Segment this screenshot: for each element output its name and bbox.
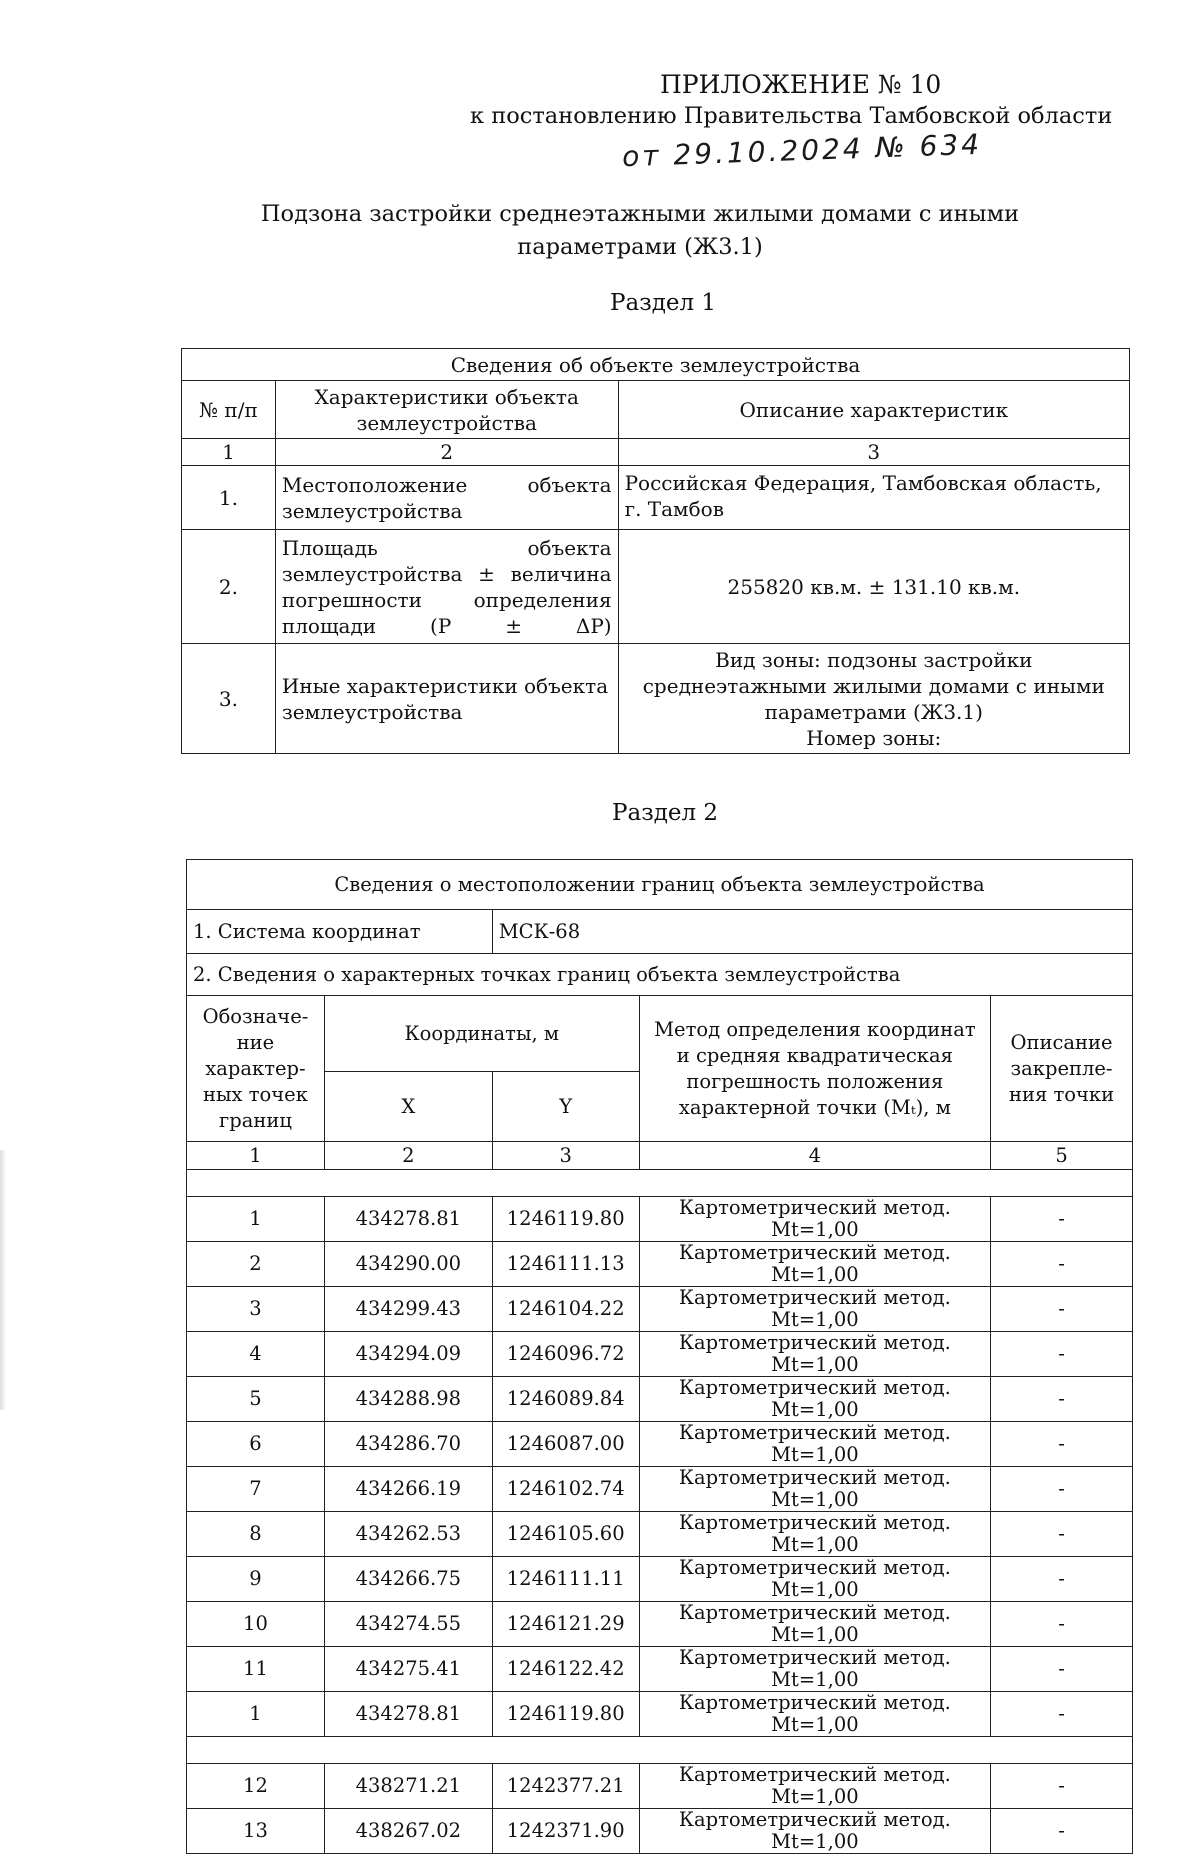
point-y: 1246111.11 [492, 1557, 639, 1602]
boundary-table-title: Сведения о местоположении границ объекта землеустройства [187, 860, 1133, 910]
group-separator-row [187, 1737, 1133, 1764]
point-method: Картометрический метод. Mt=1,00 [639, 1764, 990, 1809]
point-x: 438267.02 [324, 1809, 492, 1854]
row-1-description: Российская Федерация, Тамбовская область, г. Тамбов [618, 466, 1129, 530]
point-x: 434274.55 [324, 1602, 492, 1647]
point-method: Картометрический метод. Mt=1,00 [639, 1809, 990, 1854]
col-header-designation: Обозначе-ние характер-ных точек границ [187, 996, 325, 1142]
col-header-characteristics: Характеристики объекта землеустройства [275, 381, 618, 439]
point-x: 434290.00 [324, 1242, 492, 1287]
point-id: 2 [187, 1242, 325, 1287]
point-fixing: - [991, 1557, 1133, 1602]
point-x: 434286.70 [324, 1422, 492, 1467]
row-3-description [618, 644, 1129, 754]
point-fixing: - [991, 1647, 1133, 1692]
point-fixing: - [991, 1602, 1133, 1647]
col-header-description: Описание характеристик [618, 381, 1129, 439]
boundary-points-table [186, 859, 1133, 1854]
col-number-2: 2 [275, 439, 618, 466]
point-y: 1242377.21 [492, 1764, 639, 1809]
col-header-x: X [324, 1072, 492, 1142]
point-x: 434288.98 [324, 1377, 492, 1422]
col-number-4: 4 [639, 1142, 990, 1170]
point-id: 10 [187, 1602, 325, 1647]
row-3-desc-line-2: среднеэтажными жилыми домами с иными [642, 673, 1105, 698]
point-y: 1246122.42 [492, 1647, 639, 1692]
handwritten-date-number: от 29.10.2024 № 634 [621, 127, 983, 174]
point-x: 434278.81 [324, 1692, 492, 1737]
point-fixing: - [991, 1764, 1133, 1809]
point-method: Картометрический метод. Mt=1,00 [639, 1422, 990, 1467]
point-x: 434266.19 [324, 1467, 492, 1512]
table-row [187, 1287, 1133, 1332]
col-header-fixing-description: Описание закрепле-ния точки [991, 996, 1133, 1142]
point-x: 434299.43 [324, 1287, 492, 1332]
point-fixing: - [991, 1809, 1133, 1854]
point-fixing: - [991, 1287, 1133, 1332]
point-id: 11 [187, 1647, 325, 1692]
row-3-desc-line-3: параметрами (Ж3.1) [764, 699, 983, 724]
point-y: 1242371.90 [492, 1809, 639, 1854]
point-y: 1246102.74 [492, 1467, 639, 1512]
col-number-3: 3 [492, 1142, 639, 1170]
point-method: Картометрический метод. Mt=1,00 [639, 1602, 990, 1647]
decree-reference: к постановлению Правительства Тамбовской области [470, 103, 1113, 129]
point-y: 1246104.22 [492, 1287, 639, 1332]
row-3-desc-line-4: Номер зоны: [806, 725, 942, 750]
point-y: 1246119.80 [492, 1197, 639, 1242]
col-number-5: 5 [991, 1142, 1133, 1170]
table-row [187, 1512, 1133, 1557]
section-1-heading: Раздел 1 [610, 290, 717, 316]
point-fixing: - [991, 1692, 1133, 1737]
object-info-table-title: Сведения об объекте землеустройства [182, 349, 1130, 381]
table-row [187, 1242, 1133, 1287]
point-id: 12 [187, 1764, 325, 1809]
point-y: 1246087.00 [492, 1422, 639, 1467]
point-id: 9 [187, 1557, 325, 1602]
table-row [187, 1764, 1133, 1809]
points-table-body [187, 1170, 1133, 1854]
row-3-name: Иные характеристики объекта землеустройства [275, 644, 618, 754]
col-header-method: Метод определения координат и средняя квадратическая погрешность положения характерной точки (Mₜ), м [639, 996, 990, 1142]
point-method: Картометрический метод. Mt=1,00 [639, 1332, 990, 1377]
row-1-number: 1. [182, 466, 276, 530]
point-x: 434262.53 [324, 1512, 492, 1557]
col-number-1: 1 [187, 1142, 325, 1170]
point-method: Картометрический метод. Mt=1,00 [639, 1692, 990, 1737]
point-id: 3 [187, 1287, 325, 1332]
point-id: 13 [187, 1809, 325, 1854]
point-method: Картометрический метод. Mt=1,00 [639, 1242, 990, 1287]
table-row [187, 1809, 1133, 1854]
point-x: 438271.21 [324, 1764, 492, 1809]
point-method: Картометрический метод. Mt=1,00 [639, 1647, 990, 1692]
row-3-number: 3. [182, 644, 276, 754]
point-y: 1246119.80 [492, 1692, 639, 1737]
point-y: 1246089.84 [492, 1377, 639, 1422]
point-fixing: - [991, 1422, 1133, 1467]
point-id: 4 [187, 1332, 325, 1377]
table-row [187, 1557, 1133, 1602]
row-2-number: 2. [182, 530, 276, 644]
row-1-name: Местоположение объекта землеустройства [275, 466, 618, 530]
point-method: Картометрический метод. Mt=1,00 [639, 1557, 990, 1602]
point-y: 1246096.72 [492, 1332, 639, 1377]
point-x: 434278.81 [324, 1197, 492, 1242]
title-line-2: параметрами (Ж3.1) [517, 234, 763, 260]
point-method: Картометрический метод. Mt=1,00 [639, 1512, 990, 1557]
point-method: Картометрический метод. Mt=1,00 [639, 1197, 990, 1242]
point-fixing: - [991, 1377, 1133, 1422]
row-2-description: 255820 кв.м. ± 131.10 кв.м. [618, 530, 1129, 644]
group-separator-cell [187, 1737, 1133, 1764]
point-id: 1 [187, 1692, 325, 1737]
point-id: 7 [187, 1467, 325, 1512]
title-line-1: Подзона застройки среднеэтажными жилыми домами с иными [260, 201, 1020, 227]
point-id: 6 [187, 1422, 325, 1467]
col-header-y: Y [492, 1072, 639, 1142]
col-header-number: № п/п [182, 381, 276, 439]
table-row [187, 1647, 1133, 1692]
col-number-3: 3 [618, 439, 1129, 466]
coord-system-value: МСК-68 [492, 910, 1132, 954]
point-id: 8 [187, 1512, 325, 1557]
table-row [187, 1332, 1133, 1377]
table-row [187, 1422, 1133, 1467]
col-number-2: 2 [324, 1142, 492, 1170]
points-table-title: 2. Сведения о характерных точках границ объекта землеустройства [187, 954, 1133, 996]
point-method: Картометрический метод. Mt=1,00 [639, 1377, 990, 1422]
point-y: 1246111.13 [492, 1242, 639, 1287]
table-row [187, 1692, 1133, 1737]
table-row [187, 1197, 1133, 1242]
point-id: 1 [187, 1197, 325, 1242]
point-fixing: - [991, 1332, 1133, 1377]
col-number-1: 1 [182, 439, 276, 466]
point-id: 5 [187, 1377, 325, 1422]
point-x: 434275.41 [324, 1647, 492, 1692]
table-row [187, 1602, 1133, 1647]
group-separator-row [187, 1170, 1133, 1197]
document-title [200, 198, 1080, 264]
point-x: 434266.75 [324, 1557, 492, 1602]
table-row [187, 1377, 1133, 1422]
point-fixing: - [991, 1512, 1133, 1557]
coord-system-label: 1. Система координат [187, 910, 493, 954]
point-fixing: - [991, 1242, 1133, 1287]
point-y: 1246121.29 [492, 1602, 639, 1647]
group-separator-cell [187, 1170, 1133, 1197]
point-fixing: - [991, 1467, 1133, 1512]
row-3-desc-line-1: Вид зоны: подзоны застройки [715, 647, 1033, 672]
section-2-heading: Раздел 2 [612, 800, 719, 826]
point-x: 434294.09 [324, 1332, 492, 1377]
table-row [187, 1467, 1133, 1512]
point-method: Картометрический метод. Mt=1,00 [639, 1467, 990, 1512]
point-method: Картометрический метод. Mt=1,00 [639, 1287, 990, 1332]
appendix-heading: ПРИЛОЖЕНИЕ № 10 [660, 70, 942, 99]
point-y: 1246105.60 [492, 1512, 639, 1557]
point-fixing: - [991, 1197, 1133, 1242]
row-2-name: Площадь объекта землеустройства ± величина погрешности определения площади (P ± ΔP) [275, 530, 618, 644]
object-info-table [181, 348, 1130, 754]
scan-edge [0, 1150, 6, 1410]
col-header-coordinates: Координаты, м [324, 996, 639, 1072]
